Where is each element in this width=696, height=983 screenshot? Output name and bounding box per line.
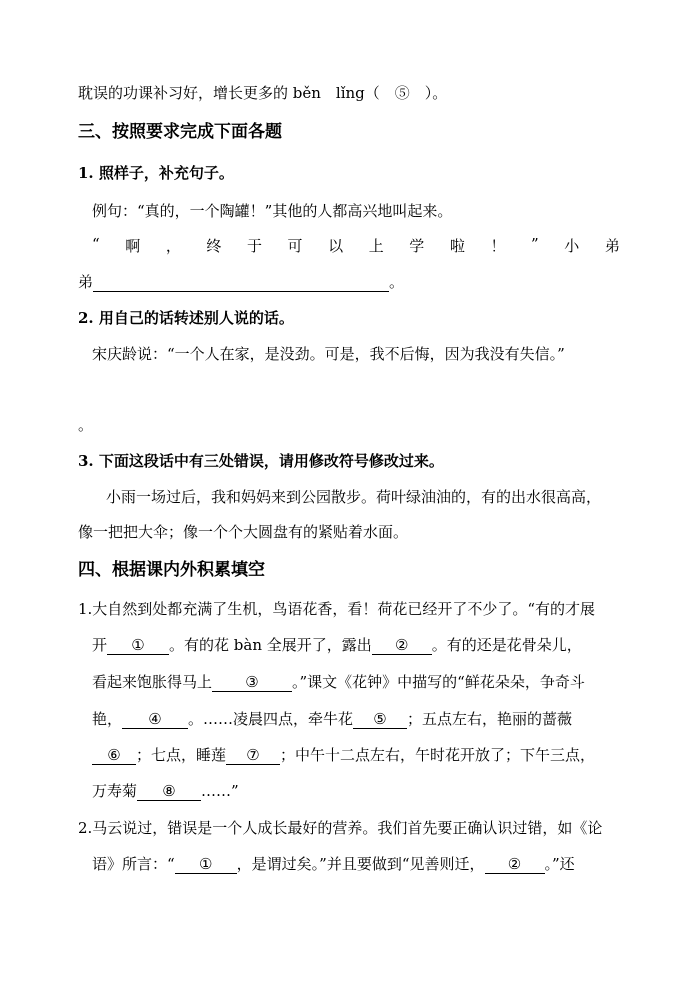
item1-line-1: 1.大自然到处都充满了生机，鸟语花香，看！荷花已经开了不少了。“有的才展 xyxy=(78,600,595,618)
continuation-line: 耽误的功课补习好，增长更多的 běn lǐng（ ⑤ ）。 xyxy=(78,84,448,102)
spread-char: ， xyxy=(165,237,181,255)
q1-example: 例句：“真的，一个陶罐！”其他的人都高兴地叫起来。 xyxy=(92,202,453,220)
item2-line-2 xyxy=(92,853,575,874)
spread-char: 啦 xyxy=(449,237,465,255)
text: 艳， xyxy=(92,710,123,728)
line-start-char: 弟 xyxy=(78,273,94,291)
text: ；中午十二点左右，午时花开放了；下午三点， xyxy=(280,746,596,764)
spread-char: 弟 xyxy=(604,237,620,255)
q3-paragraph-line-1: 小雨一场过后，我和妈妈来到公园散步。荷叶绿油油的，有的出水很高高， xyxy=(106,488,602,506)
item1-line-3 xyxy=(92,671,585,692)
text: 。”还 xyxy=(544,855,575,873)
section-4-heading: 四、根据课内外积累填空 xyxy=(78,560,265,580)
spread-char: ” xyxy=(531,235,539,253)
item2-line-1: 2.马云说过，错误是一个人成长最好的营养。我们首先要正确认识过错，如《论 xyxy=(78,819,603,837)
spread-char: 学 xyxy=(409,237,425,255)
spread-char: “ xyxy=(92,235,100,253)
text: ；七点，睡莲 xyxy=(136,746,227,764)
item1-line-4 xyxy=(92,708,572,729)
blank-1[interactable]: ① xyxy=(107,637,169,655)
blank-1[interactable]: ① xyxy=(175,856,237,874)
section-3-heading: 三、按照要求完成下面各题 xyxy=(78,122,282,142)
blank-3[interactable]: ③ xyxy=(212,674,292,692)
spread-char: 啊 xyxy=(125,237,141,255)
text: ；五点左右，艳丽的蔷薇 xyxy=(407,710,573,728)
spread-char: 上 xyxy=(368,237,384,255)
spread-char: 小 xyxy=(564,237,580,255)
blank-7[interactable]: ⑦ xyxy=(226,747,280,765)
item1-line-2 xyxy=(92,634,582,655)
q1-answer-line xyxy=(78,271,404,292)
q3-title: 3. 下面这段话中有三处错误，请用修改符号修改过来。 xyxy=(78,452,444,470)
q1-spread-line xyxy=(92,235,620,256)
item1-line-5 xyxy=(92,744,595,765)
blank-6[interactable]: ⑥ xyxy=(92,747,136,765)
q2-quote: 宋庆龄说：“一个人在家，是没劲。可是，我不后悔，因为我没有失信。” xyxy=(92,345,565,363)
text: 看起来饱胀得马上 xyxy=(92,673,213,691)
spread-char: 终 xyxy=(206,237,222,255)
text: 万寿菊 xyxy=(92,782,138,800)
line-end-punct: 。 xyxy=(389,273,405,291)
blank-2[interactable]: ② xyxy=(372,637,432,655)
blank-5[interactable]: ⑤ xyxy=(353,711,407,729)
text: ……” xyxy=(201,782,239,800)
blank-2[interactable]: ② xyxy=(485,856,545,874)
text: 。”课文《花钟》中描写的“鲜花朵朵，争奇斗 xyxy=(292,673,585,691)
text: 。……凌晨四点，牵牛花 xyxy=(188,710,354,728)
item1-line-6 xyxy=(92,780,239,801)
spread-char: 可 xyxy=(287,237,303,255)
q3-paragraph-line-2: 像一把把大伞；像一个个大圆盘有的紧贴着水面。 xyxy=(78,523,409,541)
text: ，是谓过矣。”并且要做到“见善则迁， xyxy=(236,855,485,873)
blank-8[interactable]: ⑧ xyxy=(137,783,201,801)
q2-title: 2. 用自己的话转述别人说的话。 xyxy=(78,309,294,327)
spread-char: 以 xyxy=(328,237,344,255)
spread-char: ！ xyxy=(490,237,506,255)
text: 语》所言：“ xyxy=(92,855,175,873)
text: 开 xyxy=(92,636,108,654)
spread-char: 于 xyxy=(246,237,262,255)
blank-4[interactable]: ④ xyxy=(122,711,188,729)
text: 。有的花 bàn 全展开了，露出 xyxy=(169,636,372,654)
text: 。有的还是花骨朵儿， xyxy=(431,636,582,654)
q2-answer-end: 。 xyxy=(78,416,94,434)
q1-answer-blank[interactable] xyxy=(93,274,389,292)
q1-title: 1. 照样子，补充句子。 xyxy=(78,164,234,182)
